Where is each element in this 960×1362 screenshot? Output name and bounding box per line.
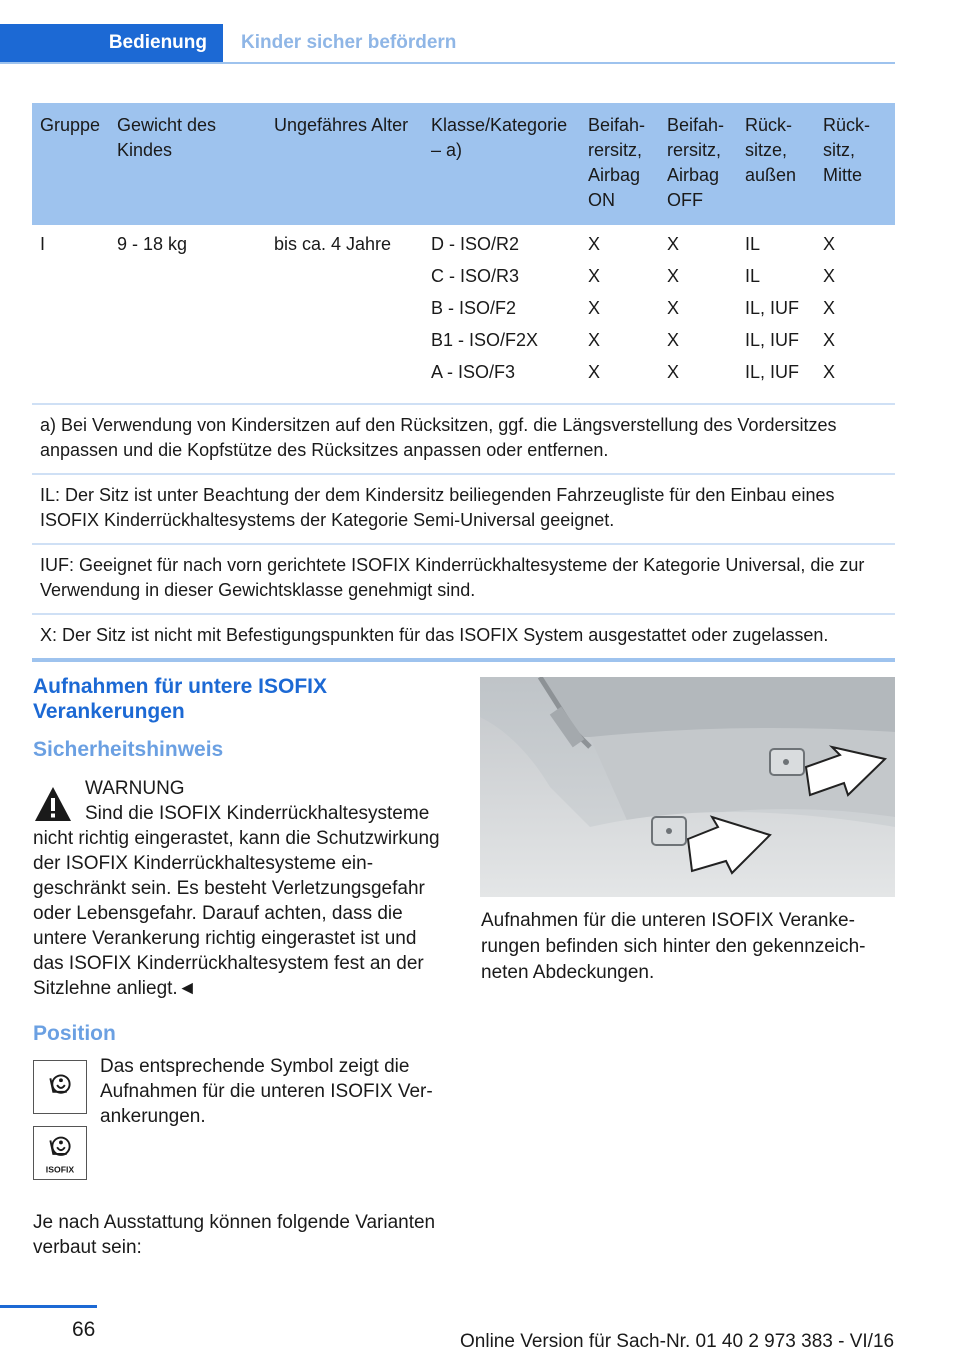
- col-ruecksitze-aussen: Rücksitze, außen: [737, 103, 815, 225]
- airbag-off-value: X: [667, 362, 680, 382]
- cell-aussen-list: [737, 225, 815, 404]
- table-note: [32, 544, 895, 614]
- child-seat-icon: [34, 1061, 86, 1113]
- airbag-on-value: X: [588, 298, 601, 318]
- col-gruppe: Gruppe: [32, 103, 109, 225]
- col-airbag-off: Beifahrersitz, Airbag OFF: [659, 103, 737, 225]
- klasse-value: C - ISO/R3: [431, 266, 520, 286]
- mitte-value: X: [823, 330, 836, 350]
- photo-caption: Aufnahmen für die unteren ISOFIX Verankerungen befinden sich hinter den gekennzeichneten Abdeckungen.: [481, 910, 866, 983]
- cell-group: I: [32, 225, 109, 404]
- mitte-value: X: [823, 266, 836, 286]
- isofix-symbol: [33, 1060, 87, 1114]
- klasse-value: B1 - ISO/F2X: [431, 330, 539, 350]
- col-alter: Ungefähres Alter: [266, 103, 423, 225]
- aussen-value: IL, IUF: [745, 362, 800, 382]
- klasse-value: B - ISO/F2: [431, 298, 517, 318]
- warning-title: WARNUNG: [85, 778, 185, 799]
- note-a: a) Bei Verwendung von Kindersitzen auf den Rücksitzen, ggf. die Längsverstellung des Vordersitzes anpassen und die Kopfstütze des Rücksitzes anpassen oder entfernen.: [32, 404, 895, 474]
- chapter-header: [0, 24, 895, 64]
- cell-airbag-on-list: [580, 225, 659, 404]
- col-airbag-on: Beifahrersitz, Airbag ON: [580, 103, 659, 225]
- footer-rule: [0, 1305, 97, 1308]
- airbag-on-value: X: [588, 266, 601, 286]
- table-note: [32, 474, 895, 544]
- col-ruecksitz-mitte: Rücksitz, Mitte: [815, 103, 895, 225]
- table-row: [32, 225, 895, 404]
- warning-triangle-icon: [33, 784, 73, 824]
- section-title: Aufnahmen für untere ISOFIX Verankerungen: [33, 675, 328, 723]
- col-gewicht: Gewicht des Kindes: [109, 103, 266, 225]
- table-note: [32, 614, 895, 660]
- airbag-on-value: X: [588, 362, 601, 382]
- position-block: [33, 1054, 448, 1174]
- aussen-value: IL: [745, 266, 761, 286]
- warning-block: [33, 776, 448, 1001]
- airbag-off-value: X: [667, 266, 680, 286]
- page-number: 66: [72, 1318, 96, 1341]
- warning-text-body: Sind die ISOFIX Kinderrückhaltesysteme nicht richtig eingerastet, kann die Schutzwirkung der ISOFIX Kinderrückhaltesysteme eingeschränkt sein. Es besteht Verletzungsgefahr oder Lebensgefahr. Darauf achten, dass die untere Verankerung richtig eingerastet ist und das ISOFIX Kinderrückhaltesystem fest an der Sitzlehne anliegt.◄: [33, 803, 440, 999]
- table-note: [32, 404, 895, 474]
- isofix-seat-photo: [480, 677, 895, 897]
- airbag-on-value: X: [588, 234, 601, 254]
- mitte-value: X: [823, 362, 836, 382]
- klasse-value: A - ISO/F3: [431, 362, 516, 382]
- klasse-value: D - ISO/R2: [431, 234, 520, 254]
- tab-bedienung[interactable]: Bedienung: [0, 24, 223, 62]
- table-header-row: [32, 103, 895, 225]
- cell-airbag-off-list: [659, 225, 737, 404]
- isofix-symbol-labeled: [33, 1126, 87, 1180]
- cell-klasse-list: [423, 225, 580, 404]
- note-il: IL: Der Sitz ist unter Beachtung der dem Kindersitz beiliegenden Fahrzeugliste für den Einbau eines ISOFIX Kinderrückhaltesystems der Kategorie Semi-Universal geeignet.: [32, 474, 895, 544]
- isofix-label: ISOFIX: [45, 1164, 75, 1175]
- child-seat-isofix-icon: [34, 1127, 86, 1179]
- airbag-on-value: X: [588, 330, 601, 350]
- aussen-value: IL, IUF: [745, 330, 800, 350]
- tab-kinder-sicher-befoerdern[interactable]: Kinder sicher befördern: [241, 32, 457, 53]
- cell-weight: 9 - 18 kg: [109, 225, 266, 404]
- online-version-text: Online Version für Sach-Nr. 01 40 2 973 383 - VI/16: [460, 1331, 895, 1352]
- mitte-value: X: [823, 298, 836, 318]
- airbag-off-value: X: [667, 298, 680, 318]
- mitte-value: X: [823, 234, 836, 254]
- col-klasse: Klasse/Kategorie – a): [423, 103, 580, 225]
- airbag-off-value: X: [667, 330, 680, 350]
- position-heading: Position: [33, 1022, 116, 1045]
- aussen-value: IL: [745, 234, 761, 254]
- cell-age: bis ca. 4 Jahre: [266, 225, 423, 404]
- safety-heading: Sicherheitshinweis: [33, 738, 224, 761]
- position-text: Das entsprechende Symbol zeigt die Aufnahmen für die unteren ISOFIX Verankerungen.: [100, 1056, 433, 1127]
- cell-mitte-list: [815, 225, 895, 404]
- left-column: [33, 674, 448, 1260]
- warning-text: [33, 801, 448, 1001]
- rear-seat-image: [480, 677, 895, 897]
- variants-text: Je nach Ausstattung können folgende Varianten verbaut sein:: [33, 1212, 436, 1258]
- note-x: X: Der Sitz ist nicht mit Befestigungspunkten für das ISOFIX System ausgestattet oder zugelassen.: [32, 614, 895, 660]
- aussen-value: IL, IUF: [745, 298, 800, 318]
- airbag-off-value: X: [667, 234, 680, 254]
- isofix-table: [32, 103, 895, 662]
- note-iuf: IUF: Geeignet für nach vorn gerichtete ISOFIX Kinderrückhaltesysteme der Kategorie Universal, die zur Verwendung in dieser Gewichtsklasse genehmigt sind.: [32, 544, 895, 614]
